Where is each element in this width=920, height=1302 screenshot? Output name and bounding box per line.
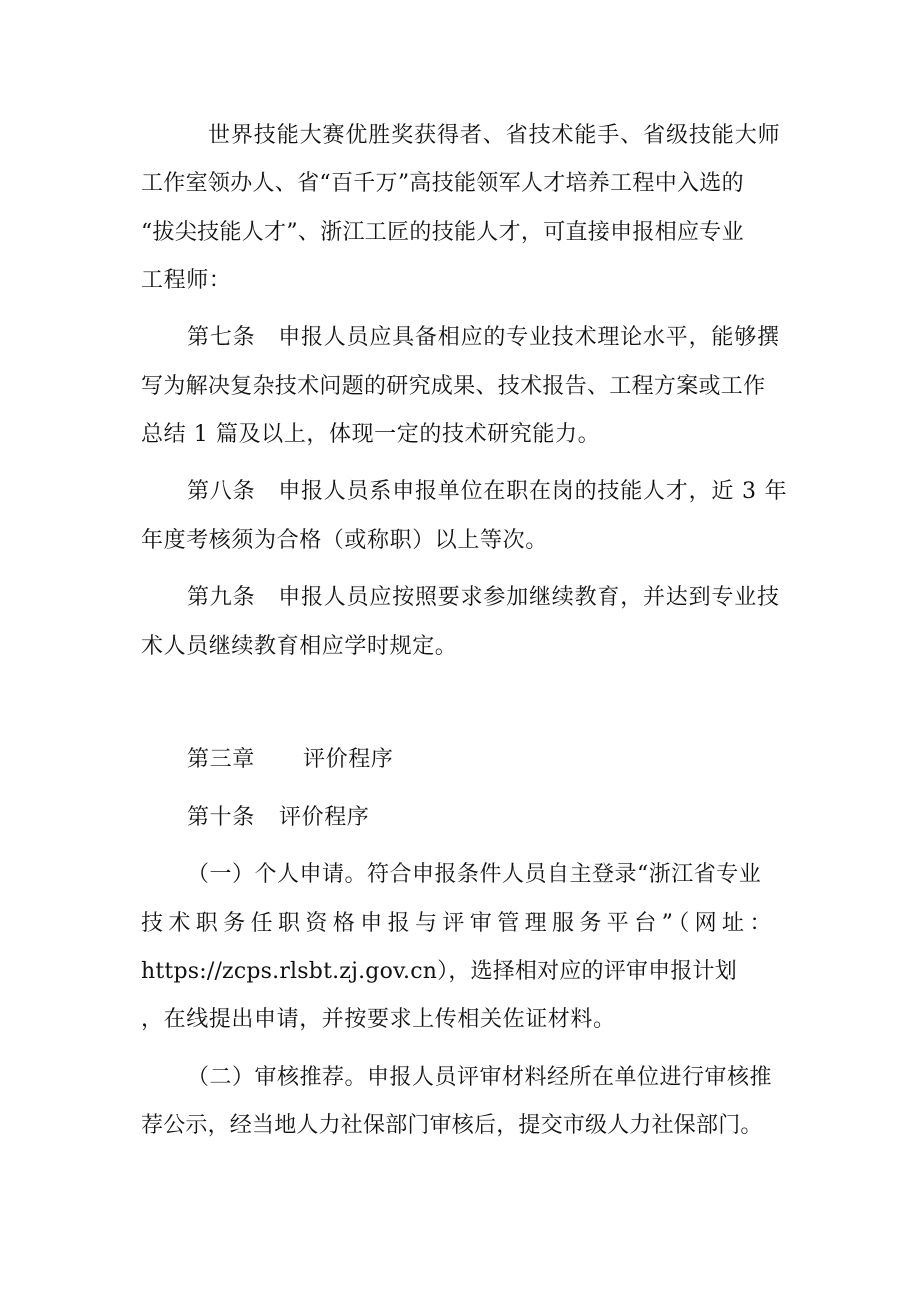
step-2-line: （二）审核推荐。申报人员评审材料经所在单位进行审核推: [187, 1065, 773, 1090]
paragraph-line: 工程师：: [141, 268, 232, 293]
chapter-number: 第三章: [187, 747, 255, 772]
paragraph-line: 世界技能大赛优胜奖获得者、省技术能手、省级技能大师: [208, 123, 781, 148]
step-1-line: https://zcps.rlsbt.zj.gov.cn），选择相对应的评审申报计划: [141, 959, 737, 984]
paragraph-line: 工作室领办人、省“百千万”高技能领军人才培养工程中入选的: [141, 171, 744, 196]
article-10-number: 第十条: [187, 805, 255, 830]
article-8-line: 年度考核须为合格（或称职）以上等次。: [141, 528, 548, 553]
step-1-line: 技术职务任职资格申报与评审管理服务平台”（网址：: [141, 911, 777, 936]
step-2-line: 荐公示，经当地人力社保部门审核后，提交市级人力社保部门。: [141, 1113, 763, 1138]
article-9-line: 第九条 申报人员应按照要求参加继续教育，并达到专业技: [187, 585, 780, 610]
article-7-line: 第七条 申报人员应具备相应的专业技术理论水平，能够撰: [187, 325, 780, 350]
chapter-title: 评价程序: [303, 747, 394, 772]
article-8-line: 第八条 申报人员系申报单位在职在岗的技能人才，近 3 年: [187, 479, 788, 504]
step-1-line: （一）个人申请。符合申报条件人员自主登录“浙江省专业: [187, 862, 762, 887]
article-7-line: 总结 1 篇及以上，体现一定的技术研究能力。: [141, 422, 601, 447]
step-1-line: ，在线提出申请，并按要求上传相关佐证材料。: [141, 1007, 616, 1032]
article-10-title: 评价程序: [279, 805, 370, 830]
paragraph-line: “拔尖技能人才”、浙江工匠的技能人才，可直接申报相应专业: [141, 220, 744, 245]
article-9-line: 术人员继续教育相应学时规定。: [141, 634, 458, 659]
article-7-line: 写为解决复杂技术问题的研究成果、技术报告、工程方案或工作: [141, 374, 766, 399]
